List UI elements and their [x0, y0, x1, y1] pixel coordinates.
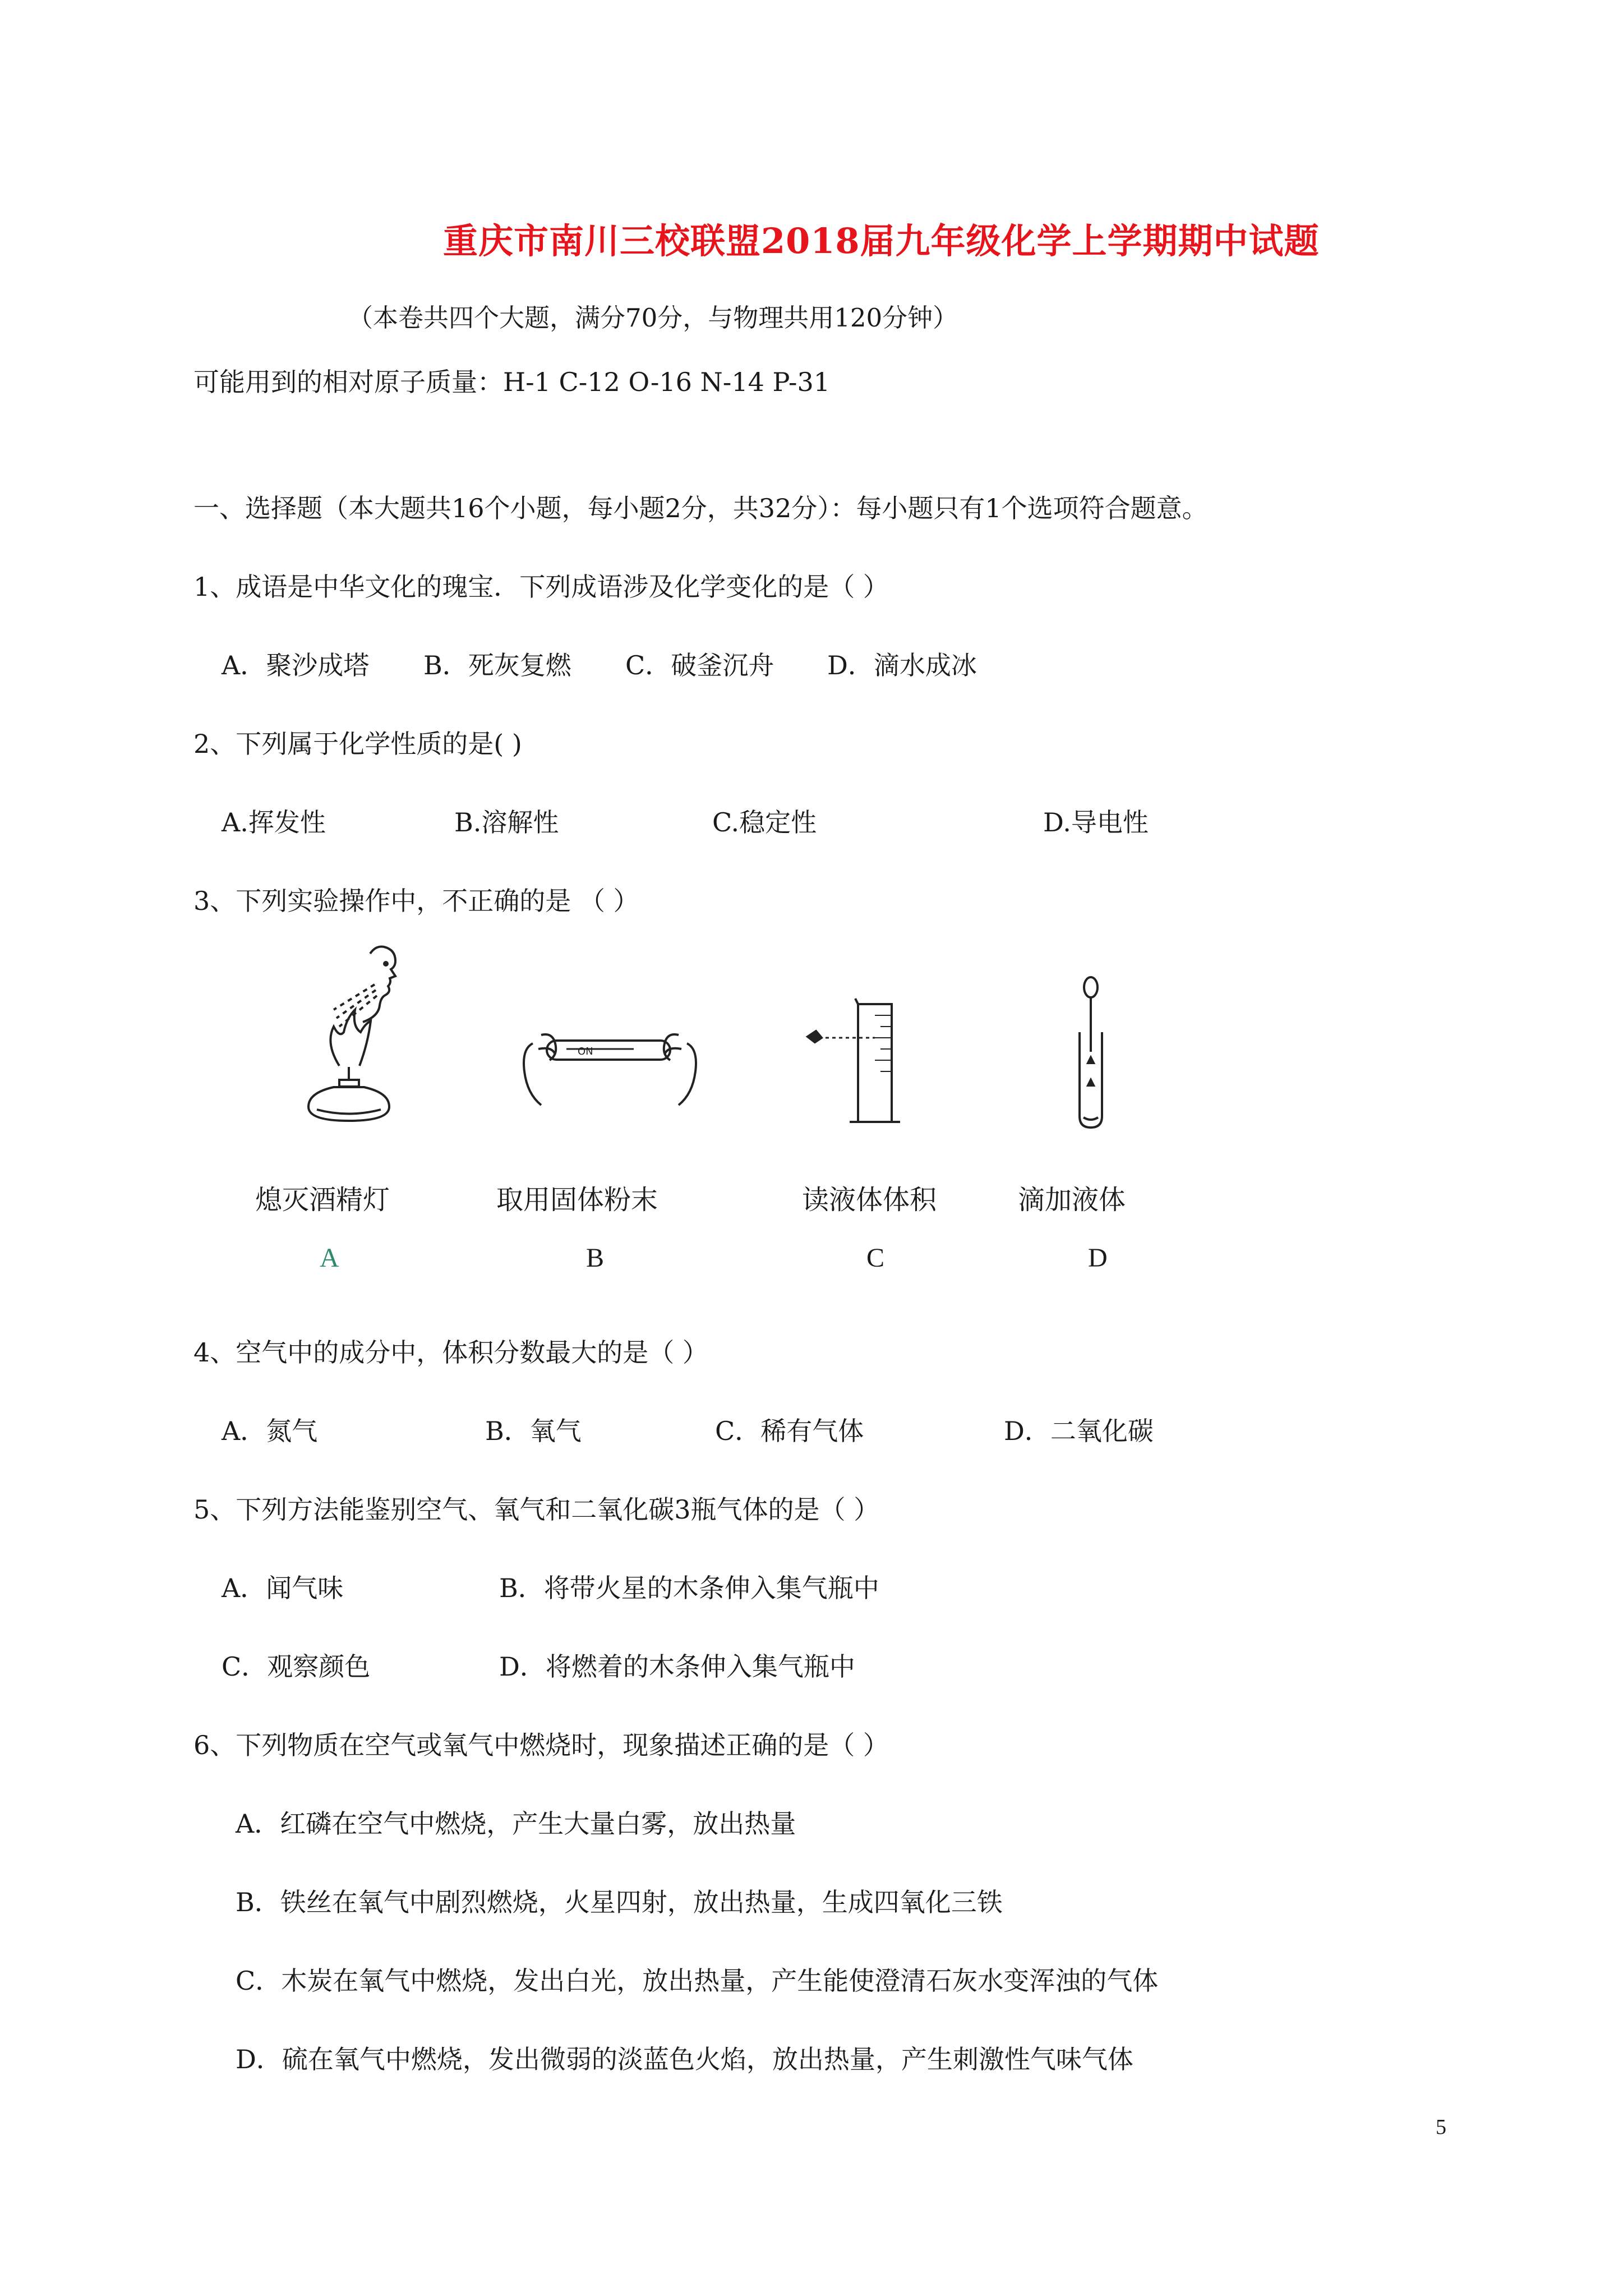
caption-b: 取用固体粉末: [496, 1184, 658, 1216]
q4-option-d: D．二氧化碳: [1004, 1416, 1154, 1446]
q1-option-a: A．聚沙成塔: [222, 650, 370, 680]
q5-option-b: B．将带火星的木条伸入集气瓶中: [499, 1573, 879, 1603]
q4-option-a: A．氮气: [222, 1416, 318, 1446]
q5-option-a: A．闻气味: [222, 1573, 344, 1603]
q6-option-d: D．硫在氧气中燃烧，发出微弱的淡蓝色火焰，放出热量，产生刺激性气味气体: [236, 2044, 1133, 2074]
question-2-stem: 2、下列属于化学性质的是( ): [193, 729, 522, 759]
section-heading: 一、选择题（本大题共16个小题，每小题2分，共32分）：每小题只有1个选项符合题意。: [193, 493, 1208, 523]
q6-option-b: B．铁丝在氧气中剧烈燃烧，火星四射，放出热量，生成四氧化三铁: [236, 1887, 1003, 1917]
q2-option-a: A.挥发性: [222, 807, 326, 838]
q6-option-c: C．木炭在氧气中燃烧，发出白光，放出热量，产生能使澄清石灰水变浑浊的气体: [236, 1966, 1159, 1996]
q4-option-b: B．氧气: [485, 1416, 582, 1446]
question-5-stem: 5、下列方法能鉴别空气、氧气和二氧化碳3瓶气体的是（ ）: [193, 1494, 880, 1525]
atomic-masses: 可能用到的相对原子质量：H-1 C-12 O-16 N-14 P-31: [193, 367, 830, 397]
q5-option-d: D．将燃着的木条伸入集气瓶中: [499, 1651, 855, 1682]
figure-dropper-test-tube: [1060, 970, 1122, 1133]
figure-alcohol-lamp: [286, 942, 432, 1128]
q2-option-c: C.稳定性: [712, 807, 817, 838]
q4-option-c: C．稀有气体: [715, 1416, 864, 1446]
exam-note: （本卷共四个大题，满分70分，与物理共用120分钟）: [348, 303, 958, 333]
letter-c: C: [866, 1243, 885, 1273]
exam-title: 重庆市南川三校联盟2018届九年级化学上学期期中试题: [443, 220, 1320, 261]
q6-option-a: A．红磷在空气中燃烧，产生大量白雾，放出热量: [236, 1809, 796, 1839]
letter-a: A: [320, 1243, 339, 1273]
question-1-stem: 1、成语是中华文化的瑰宝．下列成语涉及化学变化的是（ ）: [193, 572, 889, 602]
question-3-stem: 3、下列实验操作中，不正确的是 （ ）: [193, 886, 639, 916]
svg-text:ON: ON: [578, 1046, 593, 1057]
q2-option-b: B.溶解性: [454, 807, 559, 838]
q1-option-c: C．破釜沉舟: [625, 650, 774, 680]
page-number: 5: [1436, 2115, 1446, 2139]
letter-b: B: [586, 1243, 605, 1273]
q1-option-b: B．死灰复燃: [423, 650, 571, 680]
caption-d: 滴加液体: [1018, 1184, 1126, 1216]
q1-option-d: D．滴水成冰: [827, 650, 977, 680]
q5-option-c: C．观察颜色: [222, 1651, 371, 1682]
q2-option-d: D.导电性: [1043, 807, 1149, 838]
caption-c: 读液体体积: [802, 1184, 937, 1216]
question-6-stem: 6、下列物质在空气或氧气中燃烧时，现象描述正确的是（ ）: [193, 1730, 889, 1760]
letter-d: D: [1088, 1243, 1108, 1273]
figure-powder-test-tube: [516, 1010, 707, 1111]
question-4-stem: 4、空气中的成分中，体积分数最大的是（ ）: [193, 1337, 708, 1368]
caption-a: 熄灭酒精灯: [255, 1184, 390, 1216]
figure-graduated-cylinder: [802, 993, 925, 1133]
